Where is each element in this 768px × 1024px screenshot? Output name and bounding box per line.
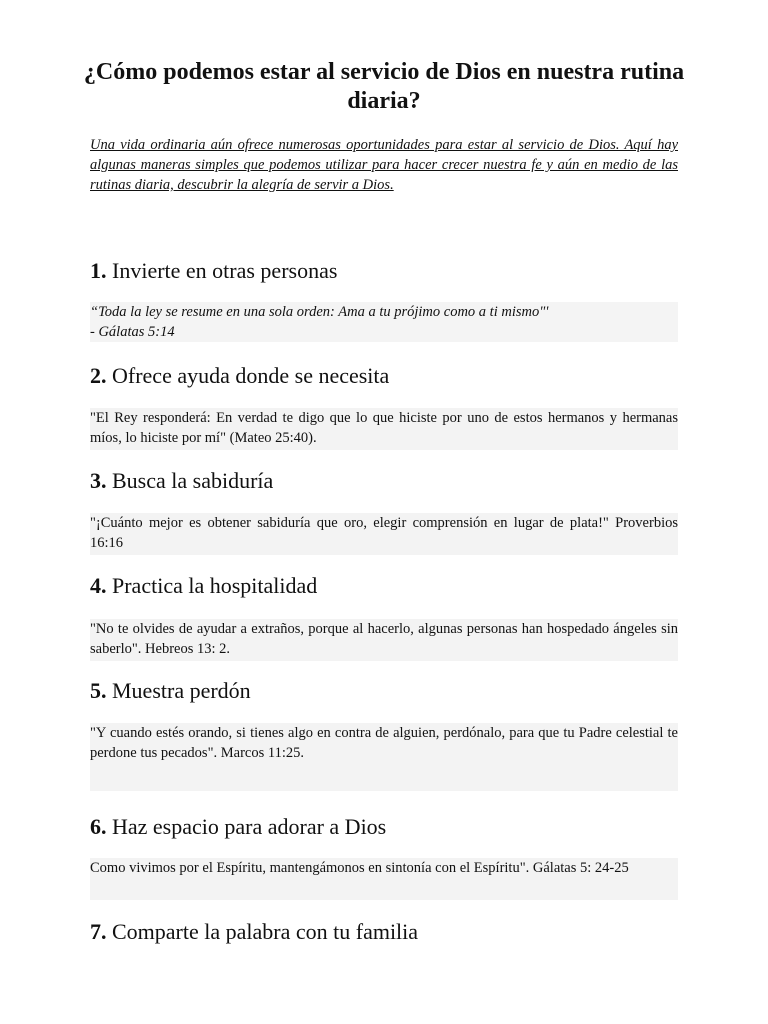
section-number: 2. xyxy=(90,363,107,388)
section-heading-text: Practica la hospitalidad xyxy=(112,573,318,598)
section-heading-2 xyxy=(90,362,690,390)
section-number: 3. xyxy=(90,468,107,493)
quote-reference: - Gálatas 5:14 xyxy=(90,324,175,340)
section-quote-4: "No te olvides de ayudar a extraños, porque al hacerlo, algunas personas han hospedado ángeles sin saberlo". Hebreos 13: 2. xyxy=(90,619,678,661)
section-heading-text: Invierte en otras personas xyxy=(112,258,338,283)
section-heading-text: Haz espacio para adorar a Dios xyxy=(112,814,387,839)
section-heading-3 xyxy=(90,467,690,495)
section-number: 6. xyxy=(90,814,107,839)
intro-paragraph: Una vida ordinaria aún ofrece numerosas oportunidades para estar al servicio de Dios. Aquí hay algunas maneras simples que podemos utilizar para hacer crecer nuestra fe y aún en medio de las rutinas diaria, descubrir la alegría de servir a Dios. xyxy=(90,137,678,193)
section-heading-4 xyxy=(90,572,690,600)
section-heading-7 xyxy=(90,918,690,946)
section-heading-1 xyxy=(90,257,690,285)
page-title: ¿Cómo podemos estar al servicio de Dios en nuestra rutina diaria? xyxy=(83,59,685,114)
section-quote-1 xyxy=(90,302,678,342)
section-heading-text: Ofrece ayuda donde se necesita xyxy=(112,363,390,388)
section-heading-5 xyxy=(90,677,690,705)
section-quote-3: "¡Cuánto mejor es obtener sabiduría que oro, elegir comprensión en lugar de plata!" Proverbios 16:16 xyxy=(90,513,678,555)
quote-text: “Toda la ley se resume en una sola orden: Ama a tu prójimo como a ti mismo"' xyxy=(90,304,549,320)
section-number: 5. xyxy=(90,678,107,703)
section-quote-2: "El Rey responderá: En verdad te digo que lo que hiciste por uno de estos hermanos y hermanas míos, lo hiciste por mí" (Mateo 25:40). xyxy=(90,408,678,450)
section-quote-6: Como vivimos por el Espíritu, mantengámonos en sintonía con el Espíritu". Gálatas 5: 24-25 xyxy=(90,858,678,900)
section-heading-text: Busca la sabiduría xyxy=(112,468,274,493)
section-number: 1. xyxy=(90,258,107,283)
section-number: 7. xyxy=(90,919,107,944)
section-heading-text: Muestra perdón xyxy=(112,678,251,703)
section-quote-5: "Y cuando estés orando, si tienes algo en contra de alguien, perdónalo, para que tu Padre celestial te perdone tus pecados". Marcos 11:25. xyxy=(90,723,678,791)
section-heading-6 xyxy=(90,813,690,841)
section-number: 4. xyxy=(90,573,107,598)
section-heading-text: Comparte la palabra con tu familia xyxy=(112,919,419,944)
